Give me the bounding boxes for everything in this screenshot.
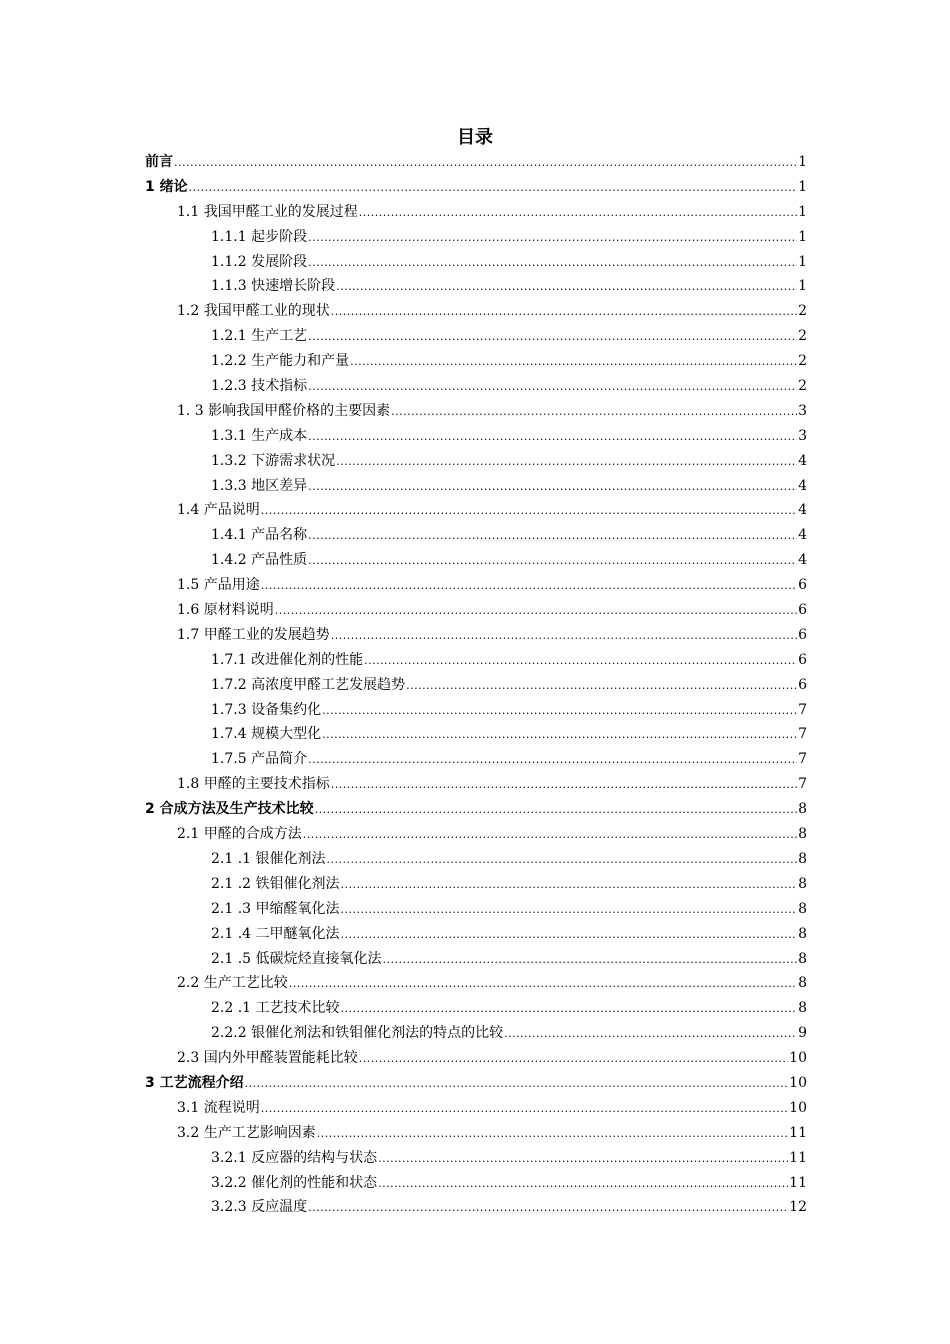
toc-entry-title: 3.2.1 反应器的结构与状态 xyxy=(211,1149,378,1166)
toc-dot-leader xyxy=(378,1147,788,1172)
toc-entry-title: 1.1.2 发展阶段 xyxy=(211,253,308,270)
toc-dot-leader xyxy=(383,948,798,973)
toc-dot-leader xyxy=(341,997,798,1022)
toc-dot-leader xyxy=(289,972,797,997)
toc-entry-title: 1.4.1 产品名称 xyxy=(211,527,308,544)
toc-page-number: 10 xyxy=(789,1074,807,1091)
toc-page-number: 6 xyxy=(798,602,807,619)
toc-page-number: 10 xyxy=(789,1050,807,1067)
toc-dot-leader xyxy=(189,176,797,201)
toc-page-number: 8 xyxy=(798,801,807,818)
toc-dot-leader xyxy=(504,1022,797,1047)
toc-dot-leader xyxy=(308,251,797,276)
toc-dot-leader xyxy=(341,898,798,923)
toc-entry[interactable] xyxy=(145,1046,807,1071)
toc-entry[interactable] xyxy=(145,424,807,449)
toc-entry[interactable] xyxy=(145,1171,807,1196)
toc-dot-leader xyxy=(261,499,797,524)
toc-entry[interactable] xyxy=(145,722,807,747)
toc-entry[interactable] xyxy=(145,772,807,797)
toc-entry-title: 2.2 生产工艺比较 xyxy=(177,975,288,992)
toc-entry-title: 1.4 产品说明 xyxy=(177,502,260,519)
toc-page-number: 1 xyxy=(798,203,807,220)
toc-dot-leader xyxy=(359,201,797,226)
toc-page-number: 2 xyxy=(798,378,807,395)
toc-page-number: 1 xyxy=(798,178,807,195)
toc-dot-leader xyxy=(322,699,797,724)
toc-page-number: 4 xyxy=(798,502,807,519)
toc-page-number: 6 xyxy=(798,626,807,643)
toc-page-number: 2 xyxy=(798,328,807,345)
toc-entry[interactable] xyxy=(145,150,807,175)
toc-dot-leader xyxy=(261,1097,788,1122)
toc-entry[interactable] xyxy=(145,250,807,275)
toc-entry-title: 1.2 我国甲醛工业的现状 xyxy=(177,303,330,320)
toc-dot-leader xyxy=(308,748,797,773)
toc-page-number: 8 xyxy=(798,1000,807,1017)
toc-entry[interactable] xyxy=(145,947,807,972)
toc-entry[interactable] xyxy=(145,523,807,548)
toc-entry[interactable] xyxy=(145,996,807,1021)
toc-entry-title: 前言 xyxy=(145,154,173,170)
toc-entry[interactable] xyxy=(145,1071,807,1096)
toc-entry-title: 1.3.1 生产成本 xyxy=(211,427,308,444)
toc-page-number: 8 xyxy=(798,826,807,843)
toc-entry-title: 1.8 甲醛的主要技术指标 xyxy=(177,776,330,793)
toc-entry-title: 2.1 .2 铁钼催化剂法 xyxy=(211,875,340,892)
toc-entry-title: 1.7.5 产品简介 xyxy=(211,751,308,768)
toc-entry-title: 2.2 .1 工艺技术比较 xyxy=(211,1000,340,1017)
toc-entry-title: 2 合成方法及生产技术比较 xyxy=(145,801,314,818)
toc-entry[interactable] xyxy=(145,299,807,324)
toc-dot-leader xyxy=(406,674,797,699)
toc-entry-title: 1.6 原材料说明 xyxy=(177,602,274,619)
toc-entry-title: 1.3.2 下游需求状况 xyxy=(211,452,336,469)
toc-dot-leader xyxy=(308,425,797,450)
toc-entry[interactable] xyxy=(145,1195,807,1220)
toc-entry[interactable] xyxy=(145,1146,807,1171)
toc-entry-title: 1.7.4 规模大型化 xyxy=(211,726,322,743)
toc-entry[interactable] xyxy=(145,698,807,723)
toc-entry[interactable] xyxy=(145,548,807,573)
toc-page-number: 7 xyxy=(798,726,807,743)
toc-entry-title: 3.2 生产工艺影响因素 xyxy=(177,1124,316,1141)
toc-dot-leader xyxy=(275,599,797,624)
toc-page-number: 6 xyxy=(798,676,807,693)
toc-dot-leader xyxy=(322,723,797,748)
toc-entry-title: 1 绪论 xyxy=(145,178,188,195)
toc-page-number: 8 xyxy=(798,925,807,942)
toc-entry[interactable] xyxy=(145,872,807,897)
toc-entry-title: 2.1 .3 甲缩醛氧化法 xyxy=(211,900,340,917)
toc-entry[interactable] xyxy=(145,399,807,424)
toc-entry[interactable] xyxy=(145,673,807,698)
toc-entry-title: 2.3 国内外甲醛装置能耗比较 xyxy=(177,1050,358,1067)
toc-entry-title: 1.4.2 产品性质 xyxy=(211,552,308,569)
toc-dot-leader xyxy=(341,873,798,898)
toc-entry[interactable] xyxy=(145,200,807,225)
toc-entry[interactable] xyxy=(145,374,807,399)
toc-entry-title: 1.1.3 快速增长阶段 xyxy=(211,278,336,295)
toc-entry[interactable] xyxy=(145,474,807,499)
toc-dot-leader xyxy=(308,1196,788,1221)
toc-dot-leader xyxy=(245,1072,789,1097)
toc-dot-leader xyxy=(261,574,797,599)
toc-page-number: 4 xyxy=(798,452,807,469)
toc-dot-leader xyxy=(308,549,797,574)
toc-entry[interactable] xyxy=(145,1096,807,1121)
toc-entry[interactable] xyxy=(145,797,807,822)
toc-page-number: 8 xyxy=(798,900,807,917)
toc-dot-leader xyxy=(331,624,797,649)
table-of-contents xyxy=(145,150,807,1220)
toc-dot-leader xyxy=(336,275,797,300)
toc-page-number: 8 xyxy=(798,875,807,892)
toc-page-number: 2 xyxy=(798,303,807,320)
toc-entry-title: 2.1 甲醛的合成方法 xyxy=(177,826,302,843)
toc-entry-title: 2.1 .5 低碳烷烃直接氧化法 xyxy=(211,950,382,967)
toc-dot-leader xyxy=(308,475,797,500)
toc-page-number: 9 xyxy=(798,1025,807,1042)
toc-page-number: 1 xyxy=(798,253,807,270)
toc-entry[interactable] xyxy=(145,747,807,772)
toc-dot-leader xyxy=(174,151,797,176)
toc-entry-title: 1.7.2 高浓度甲醛工艺发展趋势 xyxy=(211,676,406,693)
toc-entry[interactable] xyxy=(145,498,807,523)
toc-entry-title: 3.2.3 反应温度 xyxy=(211,1199,308,1216)
toc-dot-leader xyxy=(331,300,797,325)
toc-dot-leader xyxy=(327,848,798,873)
toc-dot-leader xyxy=(308,226,797,251)
toc-entry[interactable] xyxy=(145,175,807,200)
toc-entry-title: 3.2.2 催化剂的性能和状态 xyxy=(211,1174,378,1191)
toc-entry[interactable] xyxy=(145,971,807,996)
toc-page-number: 8 xyxy=(798,950,807,967)
toc-entry-title: 2.1 .4 二甲醚氧化法 xyxy=(211,925,340,942)
toc-entry[interactable] xyxy=(145,274,807,299)
toc-entry[interactable] xyxy=(145,598,807,623)
toc-page-number: 10 xyxy=(789,1099,807,1116)
toc-entry-title: 3 工艺流程介绍 xyxy=(145,1074,244,1091)
toc-entry-title: 1. 3 影响我国甲醛价格的主要因素 xyxy=(177,402,391,419)
toc-entry[interactable] xyxy=(145,324,807,349)
toc-dot-leader xyxy=(317,1122,788,1147)
toc-entry[interactable] xyxy=(145,648,807,673)
toc-entry[interactable] xyxy=(145,573,807,598)
toc-page-number: 7 xyxy=(798,776,807,793)
toc-dot-leader xyxy=(308,375,797,400)
toc-page-number: 12 xyxy=(789,1199,807,1216)
toc-page-number: 8 xyxy=(798,850,807,867)
toc-page-number: 4 xyxy=(798,477,807,494)
toc-entry-title: 1.1 我国甲醛工业的发展过程 xyxy=(177,203,358,220)
toc-dot-leader xyxy=(359,1047,788,1072)
toc-entry-title: 1.2.1 生产工艺 xyxy=(211,328,308,345)
toc-dot-leader xyxy=(308,524,797,549)
toc-dot-leader xyxy=(315,798,797,823)
toc-page-number: 4 xyxy=(798,527,807,544)
toc-entry[interactable] xyxy=(145,225,807,250)
toc-entry-title: 1.7 甲醛工业的发展趋势 xyxy=(177,626,330,643)
toc-dot-leader xyxy=(350,350,797,375)
toc-entry[interactable] xyxy=(145,623,807,648)
toc-dot-leader xyxy=(331,773,797,798)
toc-entry-title: 1.5 产品用途 xyxy=(177,577,260,594)
toc-entry-title: 1.7.1 改进催化剂的性能 xyxy=(211,651,364,668)
toc-page-number: 1 xyxy=(798,228,807,245)
toc-page-number: 11 xyxy=(789,1174,807,1191)
toc-dot-leader xyxy=(336,450,797,475)
toc-entry[interactable] xyxy=(145,1121,807,1146)
toc-dot-leader xyxy=(378,1172,788,1197)
toc-page-number: 3 xyxy=(798,427,807,444)
toc-dot-leader xyxy=(303,823,797,848)
toc-entry-title: 1.7.3 设备集约化 xyxy=(211,701,322,718)
toc-page-number: 6 xyxy=(798,577,807,594)
toc-entry[interactable] xyxy=(145,349,807,374)
toc-entry-title: 1.1.1 起步阶段 xyxy=(211,228,308,245)
toc-entry[interactable] xyxy=(145,1021,807,1046)
toc-entry-title: 2.2.2 银催化剂法和铁钼催化剂法的特点的比较 xyxy=(211,1025,504,1042)
toc-dot-leader xyxy=(364,649,797,674)
toc-entry[interactable] xyxy=(145,449,807,474)
toc-dot-leader xyxy=(308,325,797,350)
toc-page-number: 1 xyxy=(798,154,807,170)
toc-page-number: 7 xyxy=(798,751,807,768)
toc-entry-title: 2.1 .1 银催化剂法 xyxy=(211,850,326,867)
toc-page-number: 11 xyxy=(789,1149,807,1166)
toc-entry[interactable] xyxy=(145,922,807,947)
toc-entry-title: 1.3.3 地区差异 xyxy=(211,477,308,494)
toc-page-number: 7 xyxy=(798,701,807,718)
toc-page-number: 1 xyxy=(798,278,807,295)
toc-entry-title: 1.2.3 技术指标 xyxy=(211,378,308,395)
toc-entry[interactable] xyxy=(145,822,807,847)
toc-dot-leader xyxy=(391,400,797,425)
toc-entry-title: 3.1 流程说明 xyxy=(177,1099,260,1116)
toc-entry[interactable] xyxy=(145,897,807,922)
toc-page-number: 3 xyxy=(798,402,807,419)
toc-dot-leader xyxy=(341,923,798,948)
toc-page-number: 4 xyxy=(798,552,807,569)
toc-page-number: 11 xyxy=(789,1124,807,1141)
toc-entry[interactable] xyxy=(145,847,807,872)
toc-title: 目录 xyxy=(457,127,493,148)
toc-entry-title: 1.2.2 生产能力和产量 xyxy=(211,353,350,370)
toc-page-number: 2 xyxy=(798,353,807,370)
toc-page-number: 6 xyxy=(798,651,807,668)
toc-page-number: 8 xyxy=(798,975,807,992)
